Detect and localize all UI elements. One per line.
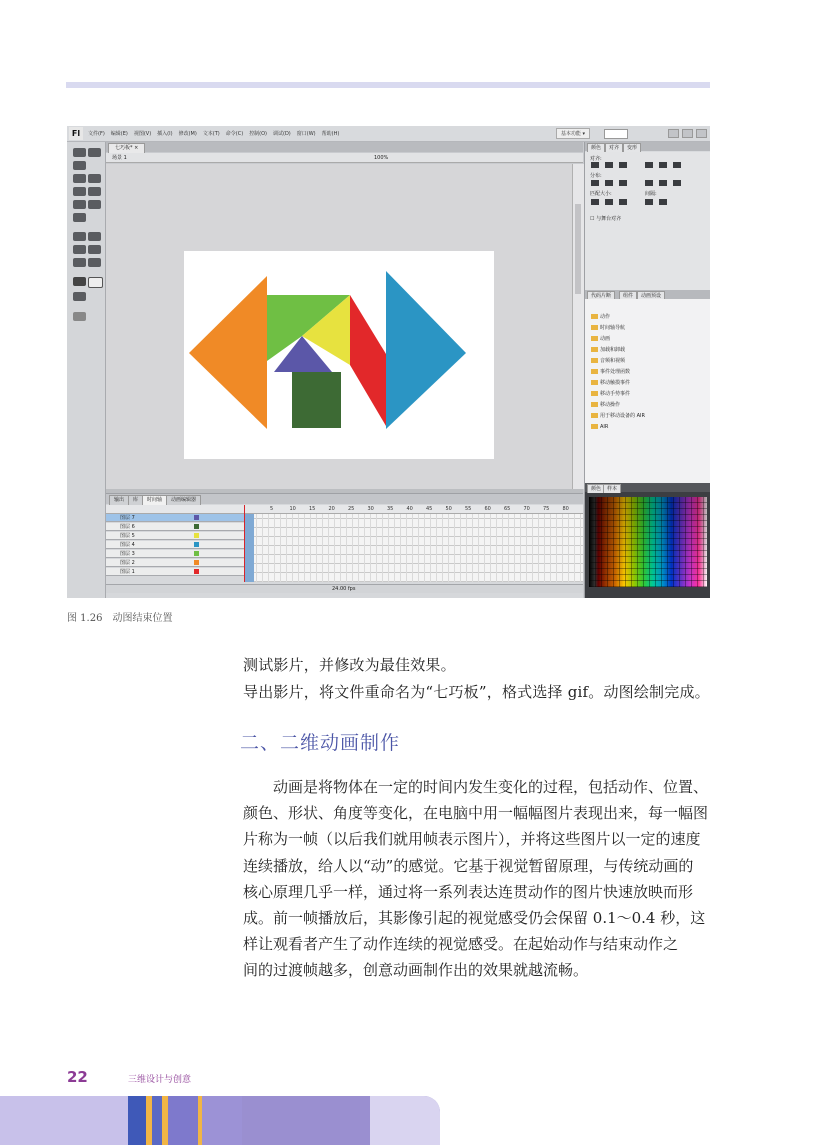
folder-icon — [591, 369, 598, 374]
folder-item[interactable] — [591, 379, 630, 387]
eyedropper-icon[interactable] — [73, 245, 86, 254]
deco-tool-icon[interactable] — [73, 213, 86, 222]
workspace-switcher[interactable]: 基本功能 ▾ — [556, 128, 590, 139]
zoom-select[interactable]: 100% — [374, 155, 389, 161]
eraser-icon[interactable] — [88, 245, 101, 254]
swatch-grid[interactable] — [589, 497, 707, 587]
menu-help[interactable]: 帮助(H) — [321, 131, 340, 137]
search-input[interactable] — [604, 129, 628, 139]
header-rule — [66, 82, 710, 88]
stage-area[interactable] — [106, 164, 572, 489]
frame-number: 50 — [445, 506, 452, 512]
red-parallelogram[interactable] — [350, 295, 386, 426]
fps-readout[interactable]: 24.00 fps — [332, 586, 356, 592]
keyframe-column[interactable] — [244, 514, 254, 582]
align-to-stage-checkbox[interactable]: ☐ 与舞台对齐 — [590, 216, 622, 222]
section-heading: 二、二维动画制作 — [240, 732, 401, 754]
menu-control[interactable]: 控制(O) — [249, 131, 267, 137]
bone-tool-icon[interactable] — [73, 232, 86, 241]
layer-row[interactable] — [106, 514, 244, 522]
paragraph-line: 颜色、形状、角度等变化，在电脑中用一幅幅图片表现出来，每一幅图 — [243, 804, 709, 823]
folder-icon — [591, 347, 598, 352]
folder-item[interactable] — [591, 401, 620, 409]
timeline-footer — [106, 584, 583, 593]
step-text: 导出影片，将文件重命名为“七巧板”，格式选择 gif。动图绘制完成。 — [243, 683, 710, 701]
match-height-icon[interactable] — [605, 199, 613, 205]
maximize-button[interactable] — [682, 129, 693, 138]
hand-tool-icon[interactable] — [73, 258, 86, 267]
folder-item[interactable] — [591, 390, 630, 398]
orange-triangle[interactable] — [189, 276, 267, 429]
paragraph-line: 样让观看者产生了动作连续的视觉感受。在起始动作与结束动作之 — [243, 935, 679, 954]
spacing-label: 间隔: — [645, 191, 657, 197]
layer-row[interactable] — [106, 523, 244, 531]
folder-icon — [591, 314, 598, 319]
folder-item[interactable] — [591, 313, 610, 321]
layer-row[interactable] — [106, 541, 244, 549]
paragraph-line: 动画是将物体在一定的时间内发生变化的过程，包括动作、位置、 — [273, 778, 709, 796]
timeline-tabs — [106, 494, 583, 504]
tab-code-snippets[interactable]: 代码片断 — [587, 291, 615, 300]
space-horizontal-icon[interactable] — [659, 199, 667, 205]
layer-color-icon — [194, 569, 199, 574]
menu-debug[interactable]: 调试(D) — [273, 131, 291, 137]
tangram-figure — [184, 251, 494, 459]
space-vertical-icon[interactable] — [645, 199, 653, 205]
layer-list — [106, 514, 244, 582]
transform-tool-icon[interactable] — [73, 161, 86, 170]
paragraph-line: 间的过渡帧越多，创意动画制作出的效果就越流畅。 — [243, 961, 589, 980]
frame-number: 80 — [562, 506, 569, 512]
frame-grid[interactable] — [244, 514, 583, 582]
folder-icon — [591, 424, 598, 429]
distribute-top-icon[interactable] — [591, 180, 599, 186]
footer-stripe — [152, 1096, 162, 1145]
align-center-icon[interactable] — [605, 162, 613, 168]
layer-name: 图层 6 — [120, 524, 135, 530]
distribute-left-icon[interactable] — [645, 180, 653, 186]
folder-label: 动作 — [600, 314, 611, 320]
line-tool-icon[interactable] — [73, 187, 86, 196]
distribute-label: 分布: — [590, 173, 602, 179]
match-width-icon[interactable] — [591, 199, 599, 205]
frame-number: 55 — [465, 506, 472, 512]
folder-icon — [591, 391, 598, 396]
scrollbar-thumb[interactable] — [575, 204, 581, 294]
folder-item[interactable] — [591, 368, 630, 376]
folder-icon — [591, 380, 598, 385]
folder-item[interactable] — [591, 324, 625, 332]
stage-canvas[interactable] — [184, 251, 494, 459]
subselection-tool-icon[interactable] — [88, 148, 101, 157]
tab-motion-editor[interactable]: 动画编辑器 — [166, 495, 201, 505]
snap-option-icon[interactable] — [73, 312, 86, 321]
menu-window[interactable]: 窗口(W) — [296, 131, 316, 137]
tools-panel — [67, 142, 106, 598]
edit-bar — [106, 153, 583, 163]
timeline-panel — [106, 493, 583, 598]
flash-logo-icon: Fl — [69, 127, 83, 140]
folder-label: 移动触摸事件 — [600, 380, 631, 386]
page-number: 22 — [67, 1068, 88, 1086]
footer-stripe — [202, 1096, 242, 1145]
folder-icon — [591, 336, 598, 341]
menu-insert[interactable]: 插入(I) — [157, 131, 173, 137]
layer-name: 图层 5 — [120, 533, 135, 539]
footer-band-light — [0, 1096, 128, 1145]
text-tool-icon[interactable] — [88, 174, 101, 183]
layer-name: 图层 1 — [120, 569, 135, 575]
menu-bar — [67, 126, 710, 142]
paragraph-line: 片称为一帧（以后我们就用帧表示图片），并将这些图片以一定的速度 — [243, 830, 701, 849]
frame-number: 15 — [309, 506, 316, 512]
layer-color-icon — [194, 560, 199, 565]
tab-output[interactable]: 输出 — [109, 495, 129, 505]
body-paragraph — [243, 774, 713, 984]
layer-row[interactable] — [106, 568, 244, 576]
layer-name: 图层 4 — [120, 542, 135, 548]
tab-color[interactable]: 颜色 — [587, 143, 605, 152]
frame-number: 5 — [270, 506, 274, 512]
tab-transform[interactable]: 变形 — [623, 143, 641, 152]
dark-green-square[interactable] — [292, 372, 341, 428]
layer-color-icon — [194, 533, 199, 538]
align-bottom-icon[interactable] — [673, 162, 681, 168]
frame-number: 35 — [387, 506, 394, 512]
menu-commands[interactable]: 命令(C) — [225, 131, 244, 137]
folder-label: 移动手势事件 — [600, 391, 631, 397]
swatches-panel — [585, 483, 710, 598]
document-tab[interactable]: 七巧板* × — [108, 143, 145, 153]
rectangle-tool-icon[interactable] — [88, 187, 101, 196]
swap-colors-icon[interactable] — [73, 292, 86, 301]
layer-color-icon — [194, 524, 199, 529]
folder-item[interactable] — [591, 335, 610, 343]
folder-icon — [591, 358, 598, 363]
tab-timeline[interactable]: 时间轴 — [142, 495, 167, 505]
paragraph-line: 核心原理几乎一样，通过将一系列表达连贯动作的图片快速放映而形 — [243, 882, 694, 901]
frame-number: 40 — [406, 506, 413, 512]
selection-tool-icon[interactable] — [73, 148, 86, 157]
step-text: 测试影片，并修改为最佳效果。 — [243, 656, 456, 674]
folder-label: 时间轴导航 — [600, 325, 626, 331]
tab-swatches[interactable]: 样本 — [603, 484, 621, 493]
folder-label: 移动操作 — [600, 402, 621, 408]
document-tabs — [106, 142, 583, 152]
footer-stripe — [168, 1096, 198, 1145]
align-left-icon[interactable] — [591, 162, 599, 168]
frame-number: 75 — [543, 506, 550, 512]
tab-library[interactable]: 库 — [128, 495, 143, 505]
folder-label: 音频和视频 — [600, 358, 626, 364]
menu-modify[interactable]: 修改(M) — [178, 131, 197, 137]
folder-label: 动画 — [600, 336, 611, 342]
folder-label: 加载和卸载 — [600, 347, 626, 353]
tab-components[interactable]: 组件 — [619, 291, 637, 300]
folder-item[interactable] — [591, 423, 608, 431]
frame-number: 65 — [504, 506, 511, 512]
frame-number: 25 — [348, 506, 355, 512]
folder-item[interactable] — [591, 357, 625, 365]
frame-number: 60 — [484, 506, 491, 512]
footer-stripe — [128, 1096, 146, 1145]
book-title: 三维设计与创意 — [128, 1075, 192, 1085]
stroke-color-icon[interactable] — [73, 277, 86, 286]
tab-motion-presets[interactable]: 动画预设 — [637, 291, 665, 300]
frame-number: 70 — [523, 506, 530, 512]
minimize-button[interactable] — [668, 129, 679, 138]
layer-row[interactable] — [106, 559, 244, 567]
footer-band — [0, 1096, 440, 1145]
brush-tool-icon[interactable] — [88, 200, 101, 209]
frame-number: 20 — [328, 506, 335, 512]
distribute-vcenter-icon[interactable] — [605, 180, 613, 186]
fill-color-icon[interactable] — [88, 277, 103, 288]
frame-number: 30 — [367, 506, 374, 512]
layer-name: 图层 2 — [120, 560, 135, 566]
match-size-label: 匹配大小: — [590, 191, 612, 197]
folder-label: 用于移动设备的 AIR — [600, 413, 645, 419]
playhead[interactable] — [244, 505, 245, 582]
folder-icon — [591, 325, 598, 330]
swatch-tabs — [585, 483, 710, 492]
layer-color-icon — [194, 542, 199, 547]
paint-bucket-icon[interactable] — [88, 232, 101, 241]
layer-color-icon — [194, 551, 199, 556]
tab-color-mixer[interactable]: 颜色 — [587, 484, 605, 493]
stage-scrollbar-vertical[interactable] — [572, 164, 584, 489]
scene-label[interactable]: 场景 1 — [112, 155, 127, 161]
frame-number: 45 — [426, 506, 433, 512]
layer-row[interactable] — [106, 532, 244, 540]
distribute-right-icon[interactable] — [673, 180, 681, 186]
menu-view[interactable]: 视图(V) — [133, 131, 152, 137]
menu-edit[interactable]: 编辑(E) — [110, 131, 128, 137]
code-panel-tabs — [585, 290, 710, 299]
menu-file[interactable]: 文件(F) — [88, 131, 105, 137]
close-button[interactable] — [696, 129, 707, 138]
layer-name: 图层 3 — [120, 551, 135, 557]
right-panels — [584, 142, 710, 598]
align-panel-tabs — [585, 142, 710, 151]
menu-text[interactable]: 文本(T) — [202, 131, 220, 137]
match-both-icon[interactable] — [619, 199, 627, 205]
blue-triangle[interactable] — [386, 271, 466, 429]
folder-label: AIR — [600, 424, 609, 430]
frame-number: 10 — [289, 506, 296, 512]
paragraph-line: 连续播放，给人以“动”的感觉。它基于视觉暂留原理，与传统动画的 — [243, 856, 694, 875]
layer-row[interactable] — [106, 550, 244, 558]
pencil-tool-icon[interactable] — [73, 200, 86, 209]
distribute-bottom-icon[interactable] — [619, 180, 627, 186]
layer-color-icon — [194, 515, 199, 520]
paragraph-line: 成。前一帧播放后，其影像引起的视觉感受仍会保留 0.1～0.4 秒，这 — [243, 908, 706, 927]
align-top-icon[interactable] — [645, 162, 653, 168]
tab-align[interactable]: 对齐 — [605, 143, 623, 152]
align-right-icon[interactable] — [619, 162, 627, 168]
footer-band-light — [370, 1096, 440, 1145]
folder-icon — [591, 402, 598, 407]
folder-item[interactable] — [591, 412, 645, 420]
zoom-tool-icon[interactable] — [88, 258, 101, 267]
frame-ruler — [106, 505, 583, 514]
code-snippets-panel — [585, 299, 710, 483]
figure-caption: 图 1.26 动图结束位置 — [67, 613, 173, 624]
layer-name: 图层 7 — [120, 515, 135, 521]
distribute-hcenter-icon[interactable] — [659, 180, 667, 186]
align-to-stage-label: 与舞台对齐 — [596, 216, 622, 222]
align-middle-icon[interactable] — [659, 162, 667, 168]
folder-item[interactable] — [591, 346, 625, 354]
folder-label: 事件处理函数 — [600, 369, 631, 375]
align-panel — [585, 152, 710, 299]
flash-screenshot — [67, 126, 710, 598]
pen-tool-icon[interactable] — [73, 174, 86, 183]
align-label: 对齐: — [590, 156, 602, 162]
folder-icon — [591, 413, 598, 418]
